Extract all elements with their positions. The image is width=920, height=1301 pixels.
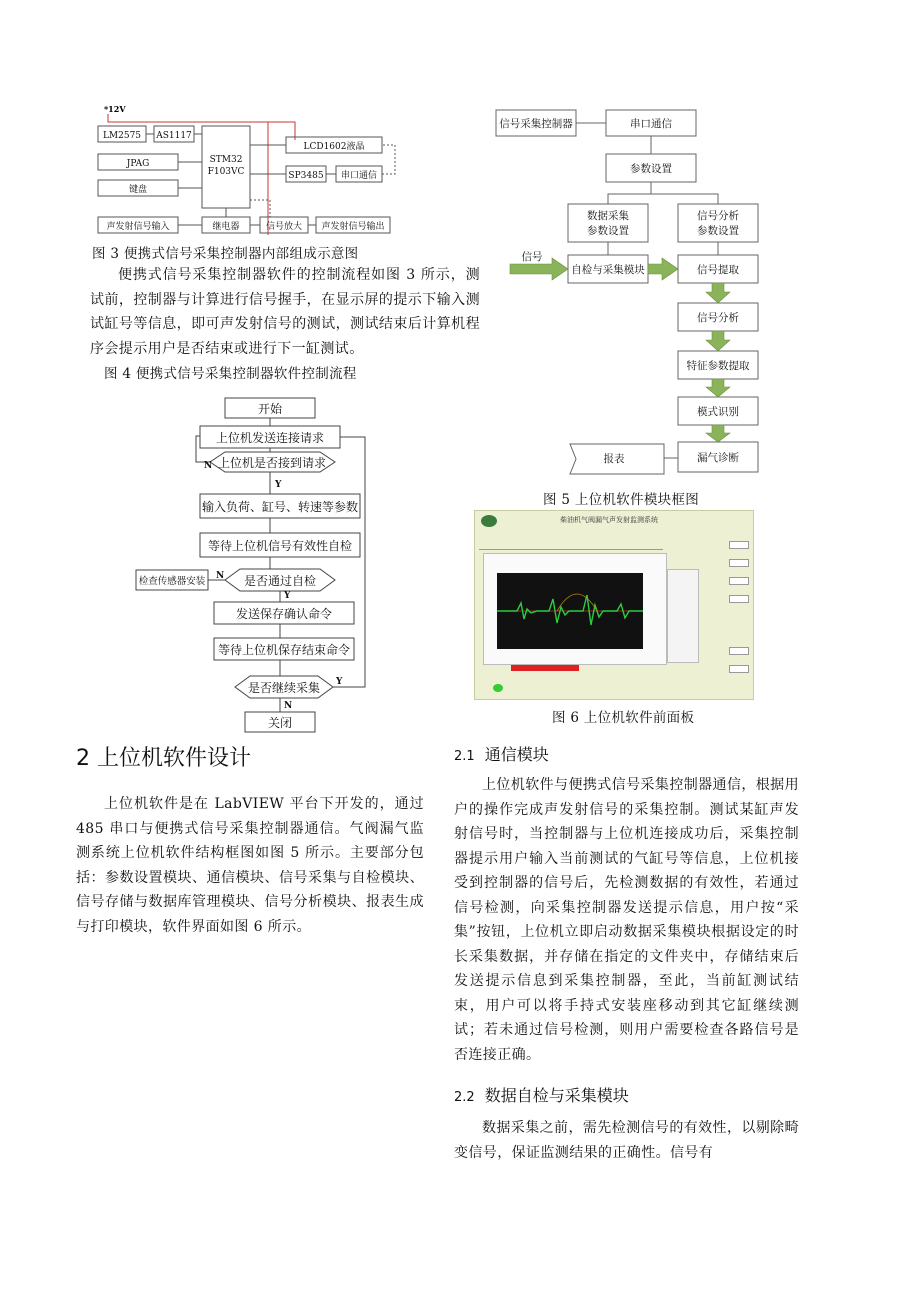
fig3-ae-input: 声发射信号输入 [106,222,170,232]
fig5-caption: 图 5 上位机软件模块框图 [543,492,700,508]
fig6-waveform-plot [497,573,643,649]
fig6-button-2[interactable] [729,559,749,567]
fig5-acq2: 参数设置 [587,225,629,237]
section-2-paragraph: 上位机软件是在 LabVIEW 平台下开发的，通过 485 串口与便携式信号采集控制器通信。气阀漏气监测系统上位机软件结构框图如图 5 所示。主要部分包括：参数设置模块、通信模块、信号采集与自检模块、信号存储与数据库管理模块、信号分析模块、报表生成与打印模块，软件界面如图 6 所示。 [76,796,424,935]
fig6-list [667,569,699,663]
fig3-mcu-2: F103VC [207,167,245,177]
fig5-params: 参数设置 [630,163,672,175]
section-2-title: 2 上位机软件设计 [76,746,251,771]
fig4-caption: 图 4 便携式信号采集控制器软件控制流程 [104,366,357,382]
fig4-wait-save: 等待上位机保存结束命令 [217,643,351,657]
fig4-start: 开始 [257,402,283,416]
section-2-1-title: 通信模块 [484,745,549,764]
section-2-1-heading [454,742,549,765]
fig3-serial: 串口通信 [340,171,378,181]
fig4-wait-check: 等待上位机信号有效性自检 [207,539,353,553]
fig3-sp3485: SP3485 [288,171,324,181]
fig3-caption: 图 3 便携式信号采集控制器内部组成示意图 [92,246,359,262]
fig4-pass: 是否通过自检 [243,574,317,588]
fig4-flowchart [130,392,380,737]
fig6-progress-bar [511,665,579,671]
fig6-status-led [493,684,503,692]
fig6-button-1[interactable] [729,541,749,549]
fig4-label-y3: Y [336,677,343,687]
fig4-continue: 是否继续采集 [247,681,321,695]
fig4-label-n2: N [216,571,225,581]
fig3-keyboard: 键盘 [128,185,148,195]
fig5-diagram [490,100,780,485]
fig4-label-y1: Y [275,480,282,490]
fig5-ana2: 参数设置 [697,225,739,237]
fig3-relay: 继电器 [212,222,240,232]
fig5-extract: 信号提取 [697,264,739,276]
fig6-title: 柴油机气阀漏气声发射监测系统 [560,516,658,524]
fig4-send-req: 上位机发送连接请求 [215,431,325,445]
fig5-controller: 信号采集控制器 [499,118,573,130]
fig6-button-5[interactable] [729,647,749,655]
fig5-ana1: 信号分析 [697,210,739,222]
fig3-mcu-1: STM32 [209,155,243,165]
fig3-lcd: LCD1602液晶 [303,142,365,152]
fig6-caption: 图 6 上位机软件前面板 [552,710,695,726]
section-2-1-paragraph: 上位机软件与便携式信号采集控制器通信，根据用户的操作完成声发射信号的采集控制。测试某缸声发射信号时，当控制器与上位机连接成功后，采集控制器提示用户输入当前测试的气缸号等信息，上位机接受到控制器的信号后，先检测数据的有效性，若通过信号检测，向采集控制器发送提示信息，用户按“采集”按钮，上位机立即启动数据采集模块根据设定的时长采集数据，并存储在指定的文件夹中，存储结束后发送提示信息到采集控制器，至此，当前缸测试结束，用户可以将手持式安装座移动到其它缸继续测试；若未通过信号检测，则用户需要检查各路信号是否连接正确。 [454,777,799,1063]
fig5-pattern: 模式识别 [697,406,739,418]
fig3-jpag: JPAG [126,159,150,169]
section-2-2-title: 数据自检与采集模块 [484,1086,629,1105]
fig5-analysis: 信号分析 [697,312,739,324]
fig5-report: 报表 [603,453,625,465]
fig6-button-6[interactable] [729,665,749,673]
fig3-amp: 信号放大 [265,222,303,232]
fig4-send-save: 发送保存确认命令 [235,607,333,621]
fig6-front-panel [474,510,754,700]
fig4-label-n3: N [284,701,293,711]
fig3-voltage: *12V [104,104,126,114]
fig5-feature: 特征参数提取 [686,360,750,372]
intro-paragraph: 便携式信号采集控制器软件的控制流程如图 3 所示，测试前，控制器与计算进行信号握手，在显示屏的提示下输入测试缸号等信息，即可声发射信号的测试，测试结束后计算机程序会提示用户是否结束或进行下一缸测试。 [90,267,480,357]
section-2-2-heading [454,1083,629,1106]
section-2-1-number: 2.1 [454,749,475,764]
fig5-diagnosis: 漏气诊断 [697,452,739,464]
fig5-selfcheck: 自检与采集模块 [571,264,645,276]
fig4-close: 关闭 [267,716,293,730]
fig4-label-n1: N [204,461,213,471]
fig4-check-sensor: 检查传感器安装 [138,576,206,587]
fig3-ae-output: 声发射信号输出 [321,222,385,232]
fig5-acq1: 数据采集 [587,210,629,222]
fig6-tab-strip [479,541,663,550]
section-2-2-number: 2.2 [454,1090,475,1105]
fig6-logo [481,515,497,527]
fig5-signal: 信号 [521,251,543,263]
fig6-button-4[interactable] [729,595,749,603]
fig4-label-y2: Y [284,591,291,601]
fig6-button-3[interactable] [729,577,749,585]
fig4-got-req: 上位机是否接到请求 [217,456,327,470]
section-2-2-paragraph: 数据采集之前，需先检测信号的有效性，以剔除畸变信号，保证监测结果的正确性。信号有 [454,1120,799,1161]
fig3-lm2575: LM2575 [102,131,142,141]
fig4-input: 输入负荷、缸号、转速等参数 [201,500,359,514]
fig5-serial: 串口通信 [630,118,672,130]
fig3-as1117: AS1117 [156,131,192,141]
fig3-diagram [90,100,410,240]
